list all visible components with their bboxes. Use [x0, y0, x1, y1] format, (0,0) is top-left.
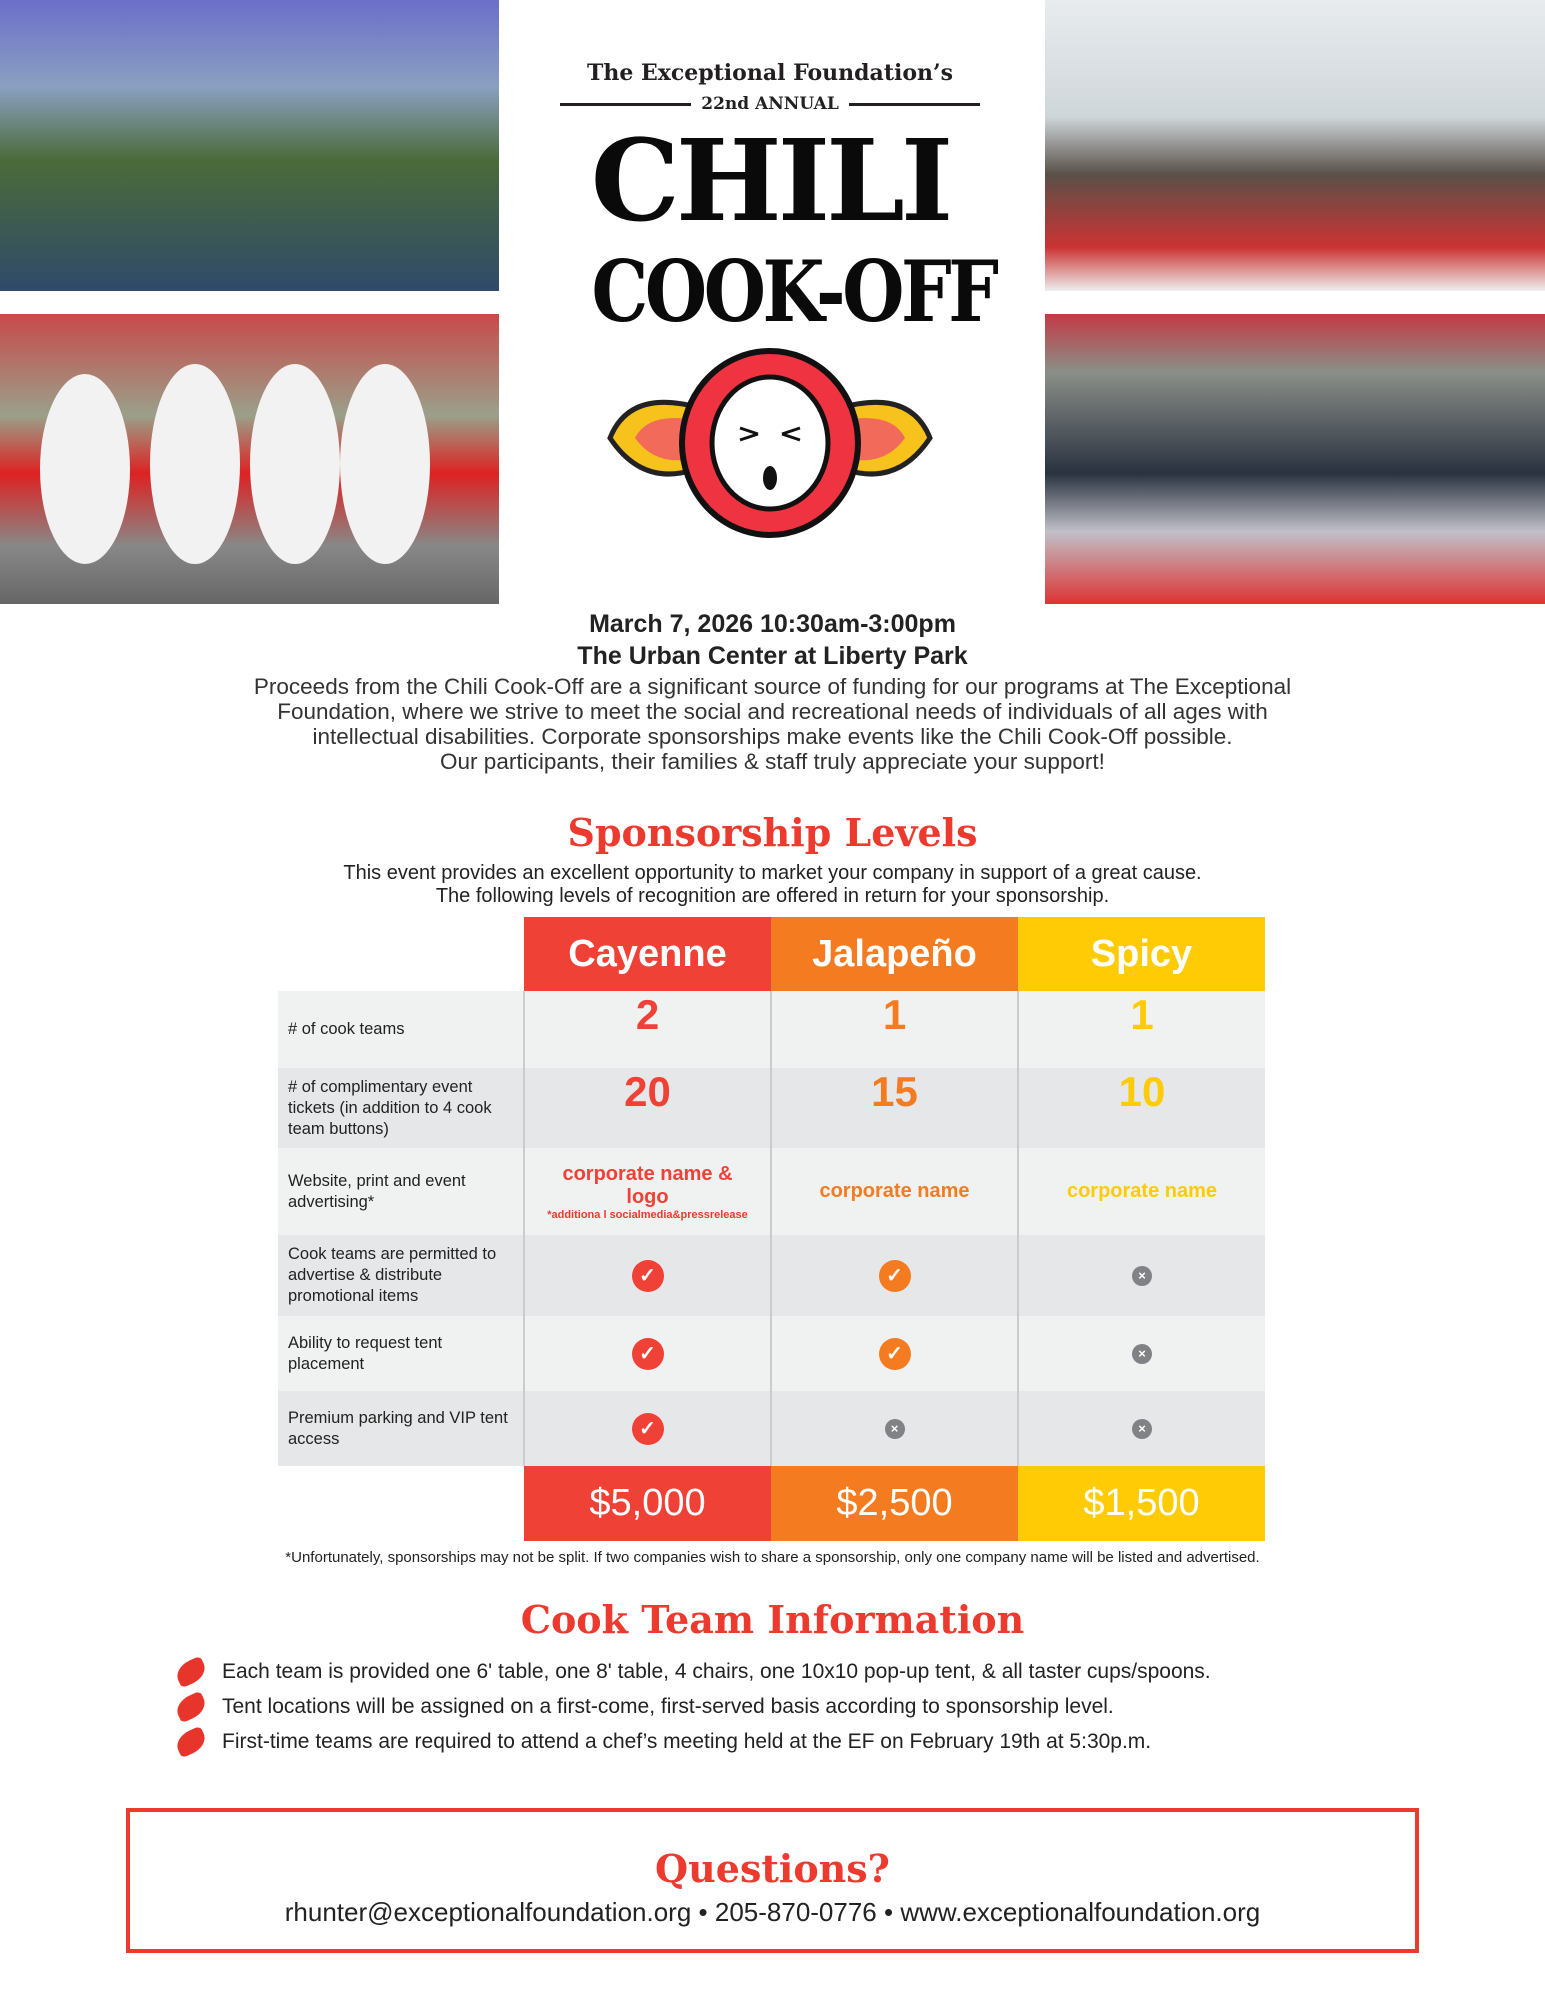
chili-cookoff-logo [560, 60, 996, 543]
logo-annual: 22nd ANNUAL [701, 94, 839, 114]
check-icon: ✓ [632, 1413, 664, 1445]
table-row: Website, print and event advertising* corporate name & logo *additiona l socialmedia&pressrelease corporate name corporate name [278, 1148, 1265, 1235]
price-cayenne: $5,000 [524, 1466, 771, 1541]
list-item: Each team is provided one 6' table, one 8' table, 4 chairs, one 10x10 pop-up tent, & all taster cups/spoons. [176, 1654, 1516, 1689]
photo-volunteers-group [0, 0, 499, 291]
chili-pepper-icon [173, 1655, 209, 1688]
logo-org-name: The Exceptional Foundation’s [586, 60, 954, 86]
level-jalapeno: Jalapeño [771, 917, 1018, 991]
level-spicy: Spicy [1018, 917, 1265, 991]
contact-info: rhunter@exceptionalfoundation.org • 205-870-0776 • www.exceptionalfoundation.org [284, 1897, 1261, 1927]
list-item: Tent locations will be assigned on a first-come, first-served basis according to sponsorship level. [176, 1689, 1516, 1724]
logo-title-chili: CHILI [590, 116, 950, 247]
questions-heading: Questions? [655, 1846, 890, 1891]
table-row: Ability to request tent placement ✓ ✓ × [278, 1316, 1265, 1391]
cook-team-heading: Cook Team Information [520, 1597, 1025, 1642]
list-item: First-time teams are required to attend a chef’s meeting held at the EF on February 19th at 5:30p.m. [176, 1724, 1516, 1759]
event-venue: The Urban Center at Liberty Park [577, 642, 968, 670]
x-icon: × [1132, 1419, 1152, 1439]
photo-cow-mascots [0, 314, 499, 604]
sponsorship-intro: This event provides an excellent opportunity to market your company in support of a great cause. The following levels of recognition are offered in return for your sponsorship. [343, 862, 1202, 907]
x-icon: × [1132, 1266, 1152, 1286]
level-cayenne: Cayenne [524, 917, 771, 991]
sponsorship-heading: Sponsorship Levels [567, 810, 978, 855]
sponsorship-footnote: *Unfortunately, sponsorships may not be split. If two companies wish to share a sponsorship, only one company name will be listed and advertised. [285, 1549, 1260, 1566]
x-icon: × [1132, 1344, 1152, 1364]
check-icon: ✓ [879, 1338, 911, 1370]
table-row: Premium parking and VIP tent access ✓ × × [278, 1391, 1265, 1466]
chili-pepper-icon [173, 1690, 209, 1723]
price-jalapeno: $2,500 [771, 1466, 1018, 1541]
x-icon: × [885, 1419, 905, 1439]
event-date: March 7, 2026 10:30am-3:00pm [589, 610, 956, 638]
check-icon: ✓ [632, 1260, 664, 1292]
photo-judges-table [1045, 0, 1545, 291]
logo-title-cookoff: COOK-OFF [591, 242, 996, 341]
table-row: # of cook teams 2 1 1 [278, 991, 1265, 1068]
check-icon: ✓ [879, 1260, 911, 1292]
table-row: Cook teams are permitted to advertise & distribute promotional items ✓ ✓ × [278, 1235, 1265, 1316]
check-icon: ✓ [632, 1338, 664, 1370]
event-description: Proceeds from the Chili Cook-Off are a significant source of funding for our programs at The Exceptional Foundation, where we strive to meet the social and recreational needs of individuals of all ages with intellectual disabilities. Corporate sponsorships make events like the Chili Cook-Off possible. Our participants, their families & staff truly appreciate your support! [253, 674, 1292, 774]
sponsorship-table [278, 917, 1265, 1541]
cook-team-list [176, 1654, 1516, 1759]
price-spicy: $1,500 [1018, 1466, 1265, 1541]
photo-cook-team [1045, 314, 1545, 604]
table-row: # of complimentary event tickets (in addition to 4 cook team buttons) 20 15 10 [278, 1068, 1265, 1148]
chili-pepper-icon [173, 1725, 209, 1758]
flaming-face-icon [590, 348, 950, 538]
questions-box [126, 1808, 1419, 1953]
